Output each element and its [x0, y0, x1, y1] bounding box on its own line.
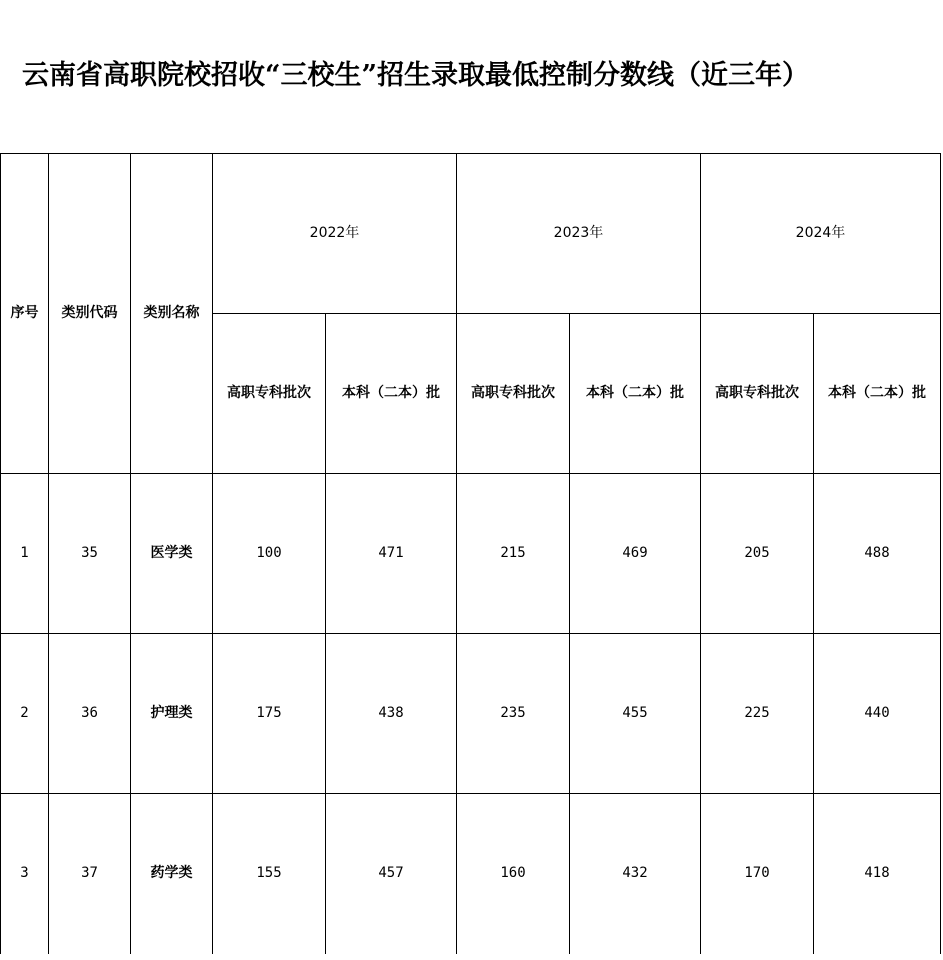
score-table	[0, 153, 941, 954]
header-batch-vocational: 高职专科批次	[701, 314, 814, 474]
header-batch-undergrad: 本科（二本）批	[570, 314, 701, 474]
cell-score: 457	[326, 794, 457, 954]
cell-score: 471	[326, 474, 457, 634]
header-batch-undergrad: 本科（二本）批	[814, 314, 941, 474]
cell-code: 35	[49, 474, 131, 634]
cell-score: 215	[457, 474, 570, 634]
cell-score: 440	[814, 634, 941, 794]
header-year-2024: 2024年	[701, 154, 941, 314]
cell-name: 医学类	[131, 474, 213, 634]
header-name: 类别名称	[131, 154, 213, 474]
cell-name: 药学类	[131, 794, 213, 954]
cell-score: 205	[701, 474, 814, 634]
cell-seq: 3	[1, 794, 49, 954]
header-year-2023: 2023年	[457, 154, 701, 314]
cell-score: 170	[701, 794, 814, 954]
cell-code: 37	[49, 794, 131, 954]
cell-score: 418	[814, 794, 941, 954]
cell-score: 455	[570, 634, 701, 794]
cell-name: 护理类	[131, 634, 213, 794]
table-row	[1, 794, 941, 954]
cell-seq: 1	[1, 474, 49, 634]
cell-score: 160	[457, 794, 570, 954]
header-batch-vocational: 高职专科批次	[457, 314, 570, 474]
header-batch-vocational: 高职专科批次	[213, 314, 326, 474]
cell-score: 488	[814, 474, 941, 634]
header-row-years	[1, 154, 941, 314]
cell-score: 100	[213, 474, 326, 634]
table-row	[1, 474, 941, 634]
header-batch-undergrad: 本科（二本）批	[326, 314, 457, 474]
header-code: 类别代码	[49, 154, 131, 474]
cell-score: 155	[213, 794, 326, 954]
cell-code: 36	[49, 634, 131, 794]
header-seq: 序号	[1, 154, 49, 474]
cell-score: 235	[457, 634, 570, 794]
table-row	[1, 634, 941, 794]
cell-score: 432	[570, 794, 701, 954]
cell-seq: 2	[1, 634, 49, 794]
cell-score: 225	[701, 634, 814, 794]
cell-score: 438	[326, 634, 457, 794]
cell-score: 469	[570, 474, 701, 634]
cell-score: 175	[213, 634, 326, 794]
page-title: 云南省高职院校招收“三校生”招生录取最低控制分数线（近三年）	[22, 60, 810, 91]
header-year-2022: 2022年	[213, 154, 457, 314]
